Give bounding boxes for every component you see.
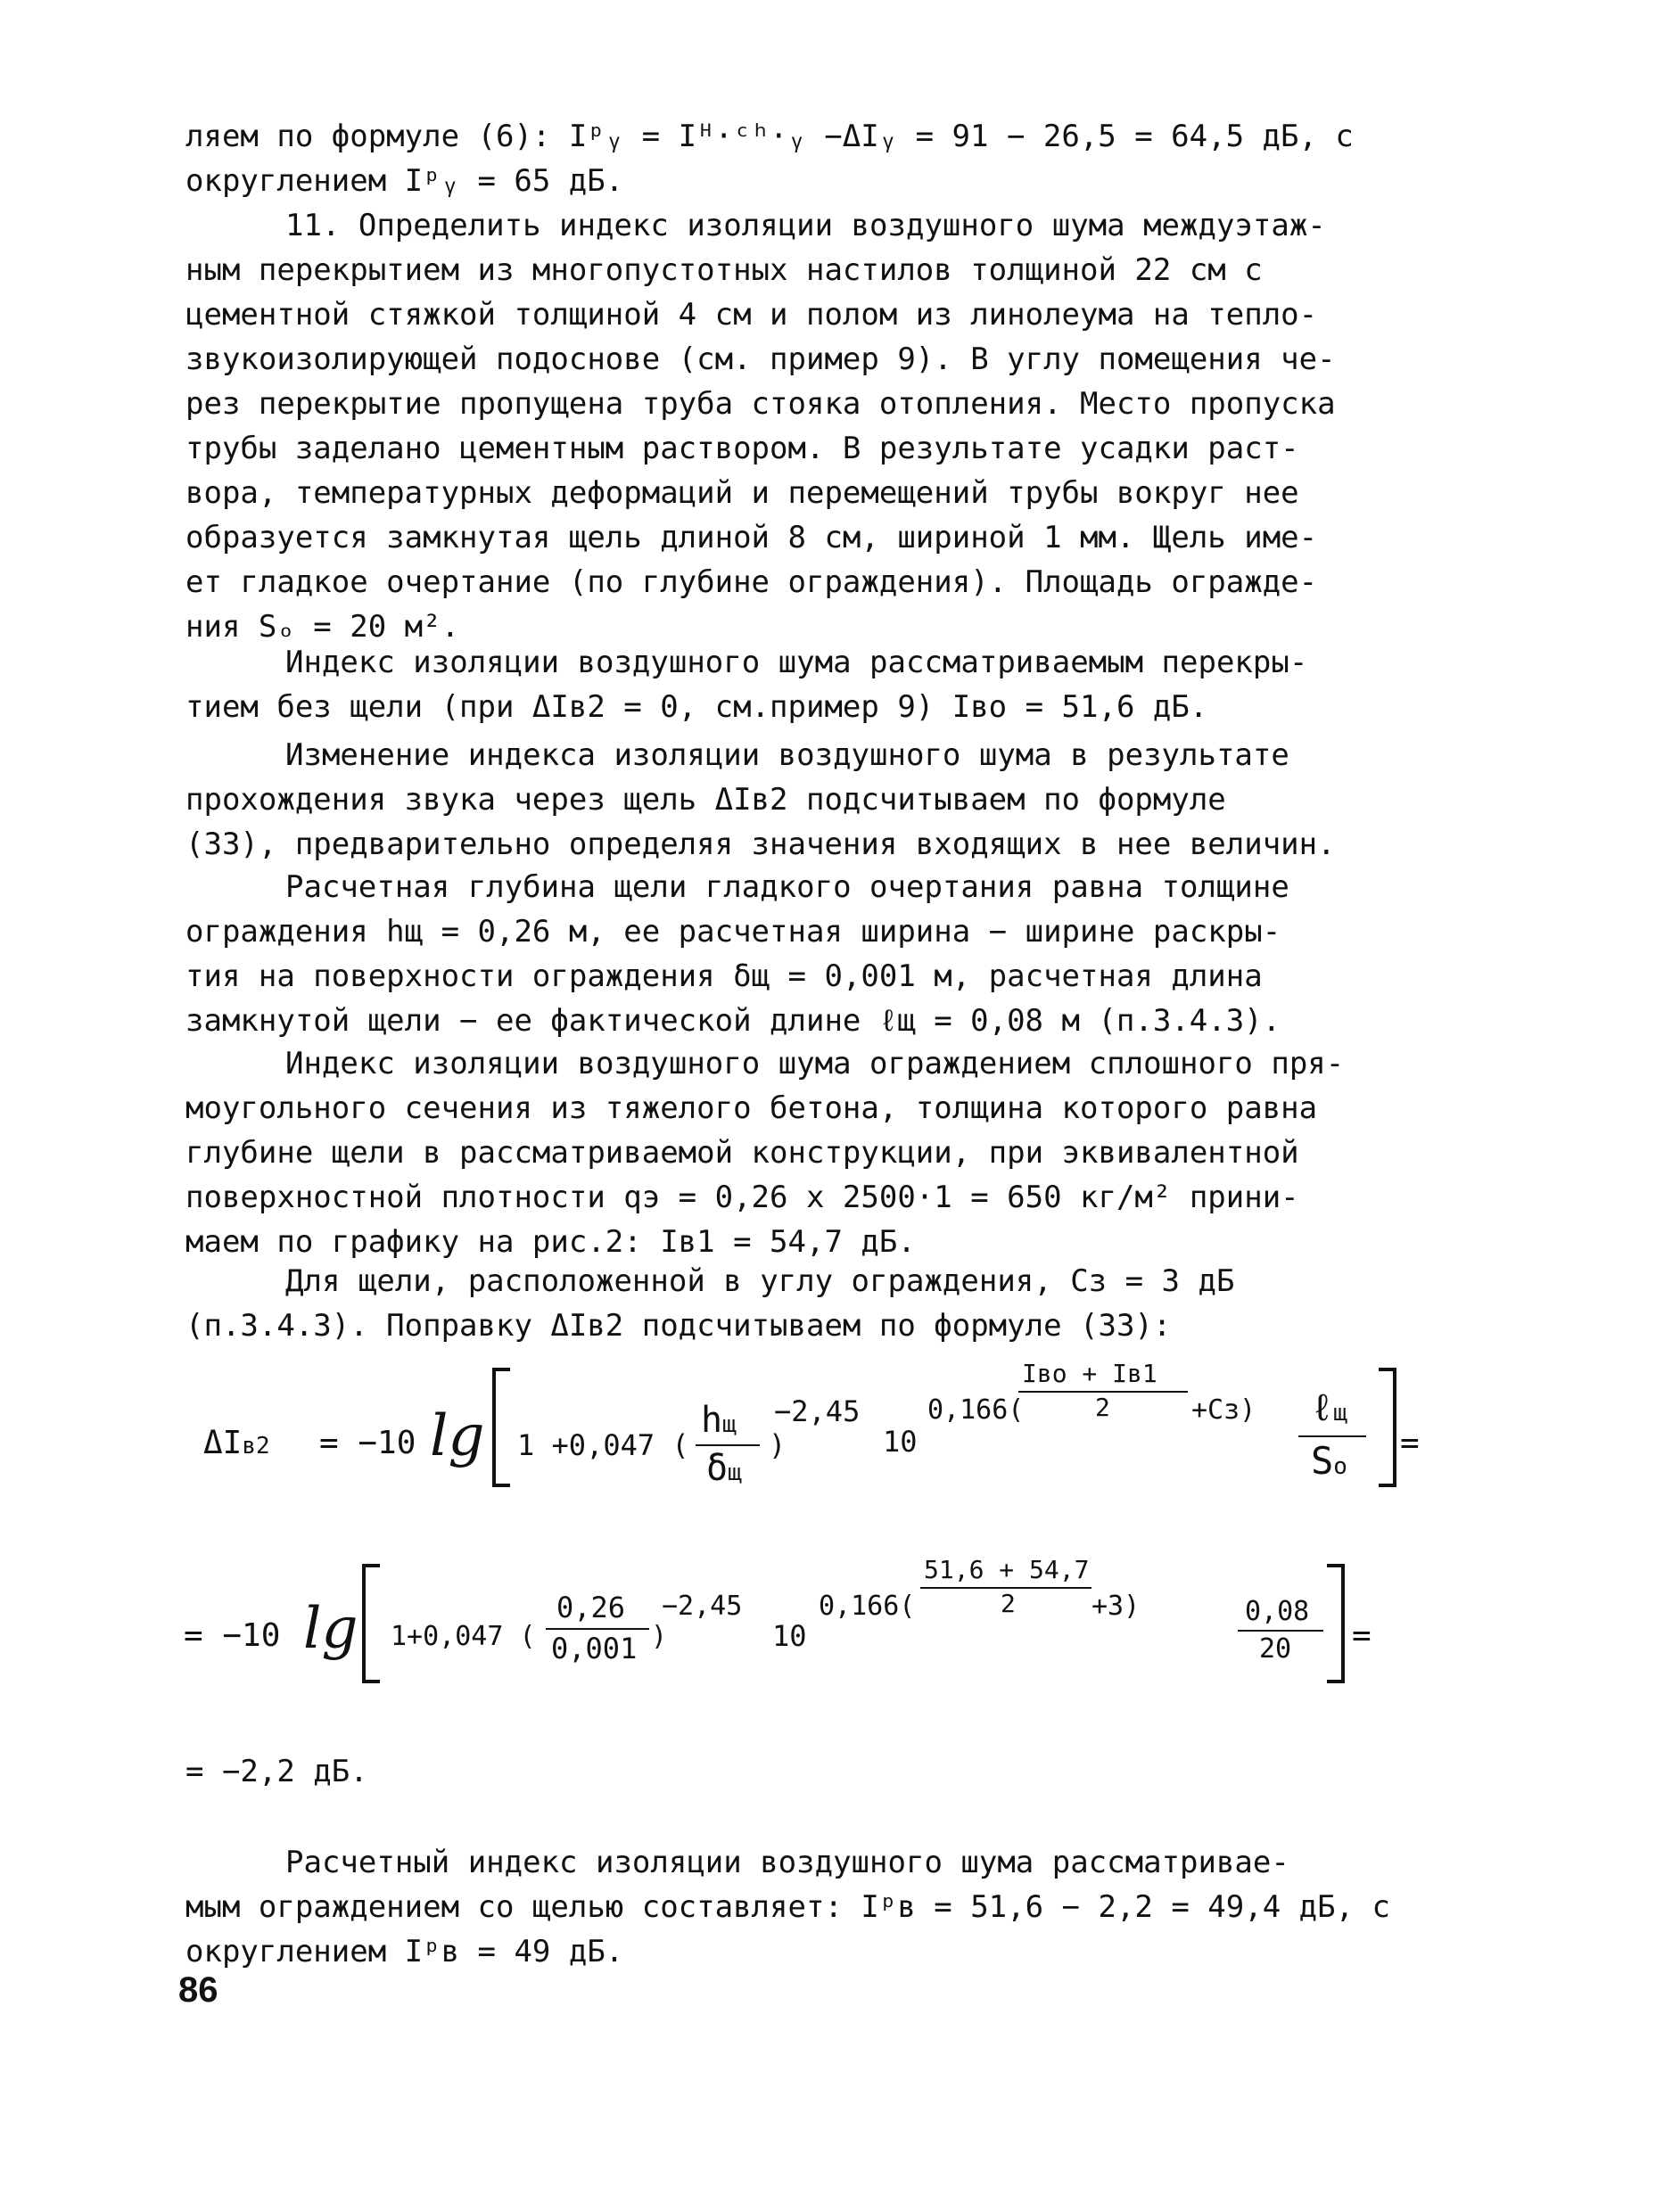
intro-text bbox=[185, 114, 1470, 203]
text-line: округлением Iᵖв = 49 дБ. bbox=[185, 1934, 624, 1969]
text-line: Для щели, расположенной в углу ограждения, Cз = 3 дБ bbox=[285, 1263, 1235, 1299]
base-ten: 10 bbox=[772, 1619, 807, 1653]
fraction-denominator: 0,001 bbox=[551, 1632, 638, 1665]
text-line: (п.3.4.3). Поправку ΔIв2 подсчитываем по формуле (33): bbox=[185, 1308, 1172, 1344]
text-line: тием без щели (при ΔIв2 = 0, см.пример 9) Iвo = 51,6 дБ. bbox=[185, 689, 1208, 725]
formula-minus-ten: = −10 bbox=[319, 1425, 416, 1461]
log-symbol: lg bbox=[430, 1403, 485, 1469]
text-line: Индекс изоляции воздушного шума ограждением сплошного пря- bbox=[285, 1046, 1345, 1081]
exponent-numerator: Iвo + Iв1 bbox=[1022, 1359, 1157, 1388]
exponent-suffix: +Cз) bbox=[1191, 1394, 1256, 1426]
result-line bbox=[185, 1749, 1470, 1794]
result-value: = −2,2 дБ. bbox=[185, 1754, 368, 1789]
ratio-numerator: 0,08 bbox=[1245, 1596, 1310, 1627]
left-bracket bbox=[362, 1564, 380, 1683]
paragraph-gap-depth bbox=[185, 865, 1470, 1043]
text-line: образуется замкнутая щель длиной 8 см, шириной 1 мм. Щель име- bbox=[185, 520, 1318, 555]
exponent-denominator: 2 bbox=[1095, 1393, 1110, 1422]
right-bracket bbox=[1327, 1564, 1345, 1683]
formula-close-paren: ) bbox=[769, 1428, 787, 1462]
log-symbol: lg bbox=[303, 1596, 358, 1662]
exponent-prefix: 0,166( bbox=[819, 1591, 916, 1622]
exponent-power: −2,45 bbox=[662, 1591, 743, 1622]
text-line: замкнутой щели − ее фактической длине ℓщ = 0,08 м (п.3.4.3). bbox=[185, 1003, 1281, 1039]
exponent-suffix: +3) bbox=[1091, 1591, 1141, 1622]
right-bracket bbox=[1379, 1368, 1396, 1487]
text-line: Расчетная глубина щели гладкого очертания равна толщине bbox=[285, 869, 1289, 905]
text-line: глубине щели в рассматриваемой конструкции, при эквивалентной bbox=[185, 1135, 1299, 1171]
text-line: мым ограждением со щелью составляет: Iᵖв = 51,6 − 2,2 = 49,4 дБ, с bbox=[185, 1889, 1391, 1925]
page-number: 86 bbox=[178, 1970, 218, 2010]
exponent-denominator: 2 bbox=[1001, 1589, 1016, 1618]
paragraph-solid-fence bbox=[185, 1041, 1470, 1264]
length-numerator: ℓщ bbox=[1311, 1386, 1347, 1429]
exponent-numerator: 51,6 + 54,7 bbox=[924, 1555, 1090, 1584]
paragraph-corner-gap bbox=[185, 1259, 1470, 1348]
text-line: ограждения hщ = 0,26 м, ее расчетная ширина − ширине раскры- bbox=[185, 914, 1281, 950]
fraction-bar bbox=[546, 1628, 649, 1630]
text-line: тия на поверхности ограждения δщ = 0,001 м, расчетная длина bbox=[185, 958, 1263, 994]
paragraph-index-without-gap bbox=[185, 640, 1470, 729]
exponent-prefix: 0,166( bbox=[927, 1394, 1025, 1426]
text-line: маем по графику на рис.2: Iв1 = 54,7 дБ. bbox=[185, 1224, 916, 1260]
paragraph-example-11 bbox=[185, 203, 1470, 649]
text-line: рез перекрытие пропущена труба стояка отопления. Место пропуска bbox=[185, 386, 1336, 422]
text-line: вора, температурных деформаций и перемещений трубы вокруг нее bbox=[185, 475, 1299, 511]
area-denominator: So bbox=[1311, 1439, 1347, 1483]
formula-close-paren: ) bbox=[651, 1621, 668, 1652]
formula-one-plus: 1+0,047 ( bbox=[391, 1621, 536, 1652]
fraction-numerator: 0,26 bbox=[556, 1591, 626, 1624]
text-line: ляем по формуле (6): Iᵖᵧ = Iᴴ·ᶜʰ·ᵧ −ΔIᵧ = 91 − 26,5 = 64,5 дБ, с bbox=[185, 119, 1354, 154]
base-ten: 10 bbox=[883, 1425, 918, 1459]
text-line: ния Sₒ = 20 м². bbox=[185, 609, 460, 645]
formula-substituted bbox=[178, 1551, 1480, 1685]
fraction-bar bbox=[696, 1444, 760, 1446]
text-line: прохождения звука через щель ΔIв2 подсчитываем по формуле bbox=[185, 782, 1226, 818]
text-line: ет гладкое очертание (по глубине ограждения). Площадь огражде- bbox=[185, 564, 1318, 600]
formula-equals: = bbox=[1400, 1425, 1420, 1461]
formula-lhs: ΔIв2 bbox=[203, 1425, 270, 1461]
formula-general bbox=[178, 1355, 1480, 1489]
text-line: цементной стяжкой толщиной 4 см и полом из линолеума на тепло- bbox=[185, 297, 1318, 333]
paragraph-index-change bbox=[185, 733, 1470, 867]
ratio-fraction-bar bbox=[1238, 1630, 1323, 1632]
paragraph-final-index bbox=[185, 1840, 1470, 1974]
text-line: трубы заделано цементным раствором. В результате усадки раст- bbox=[185, 431, 1299, 466]
text-line: Расчетный индекс изоляции воздушного шума рассматривае- bbox=[285, 1845, 1289, 1880]
formula-one-plus: 1 +0,047 ( bbox=[517, 1428, 689, 1462]
text-line: округлением Iᵖᵧ = 65 дБ. bbox=[185, 163, 624, 199]
text-line: звукоизолирующей подоснове (см. пример 9). В углу помещения че- bbox=[185, 341, 1336, 377]
text-line: Индекс изоляции воздушного шума рассматриваемым перекры- bbox=[285, 645, 1308, 680]
formula-equals: = bbox=[1352, 1617, 1372, 1654]
area-fraction-bar bbox=[1298, 1435, 1366, 1437]
text-line: Изменение индекса изоляции воздушного шума в результате bbox=[285, 737, 1289, 773]
text-line: моугольного сечения из тяжелого бетона, толщина которого равна bbox=[185, 1090, 1318, 1126]
text-line: поверхностной плотности qэ = 0,26 x 2500·1 = 650 кг/м² прини- bbox=[185, 1180, 1299, 1215]
exponent-power: −2,45 bbox=[774, 1394, 861, 1428]
fraction-denominator: δщ bbox=[706, 1448, 742, 1489]
text-line: (33), предварительно определяя значения входящих в нее величин. bbox=[185, 826, 1336, 862]
text-line: 11. Определить индекс изоляции воздушного шума междуэтаж- bbox=[285, 208, 1326, 243]
text-line: ным перекрытием из многопустотных настилов толщиной 22 см с bbox=[185, 252, 1263, 288]
formula-minus-ten: = −10 bbox=[184, 1617, 281, 1654]
left-bracket bbox=[492, 1368, 510, 1487]
ratio-denominator: 20 bbox=[1259, 1633, 1292, 1665]
fraction-numerator: hщ bbox=[701, 1400, 737, 1441]
